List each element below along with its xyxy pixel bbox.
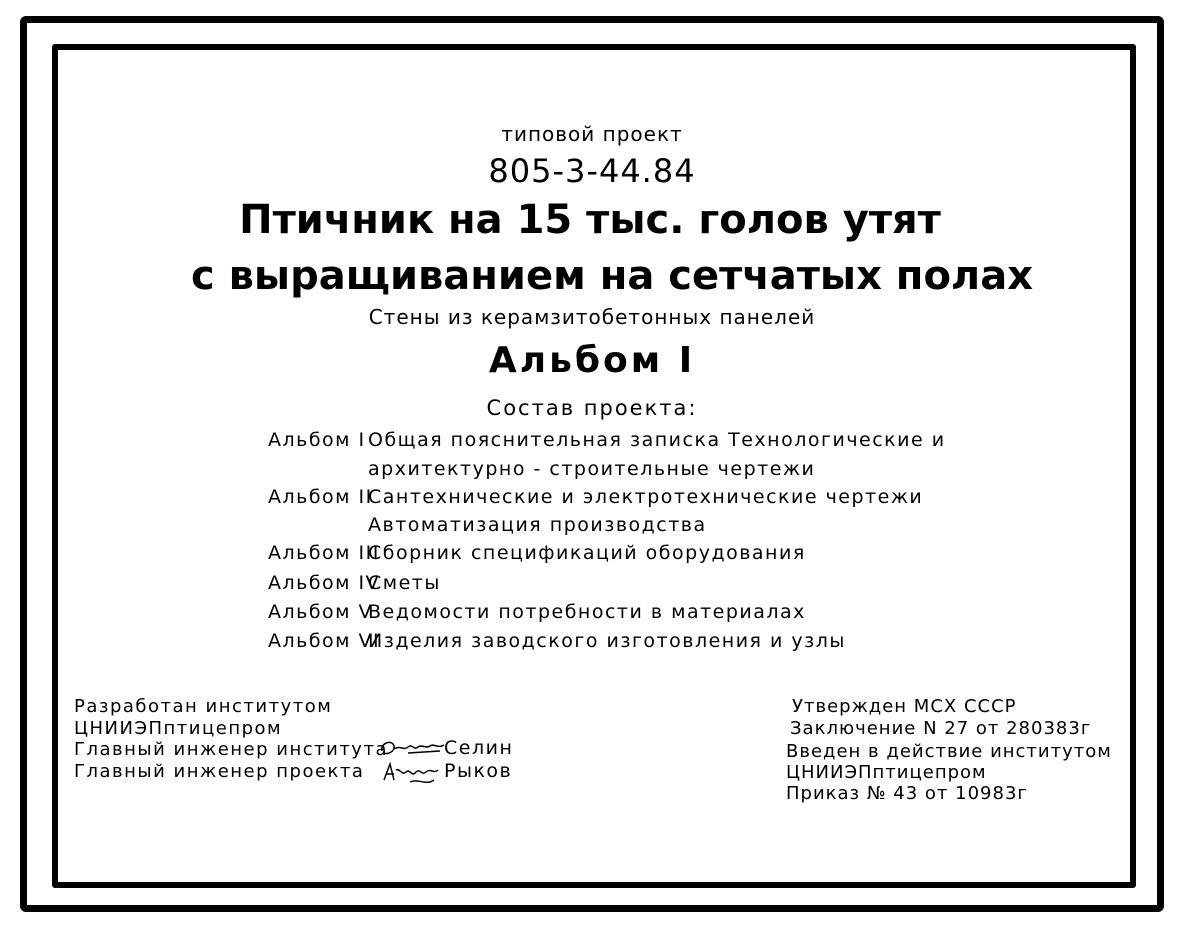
album-id: Альбом V <box>268 601 374 623</box>
chief-engineer-project-name: Рыков <box>444 760 513 782</box>
album-text: Ведомости потребности в материалах <box>368 601 806 623</box>
album-row <box>268 544 806 563</box>
composition-heading: Состав проекта: <box>486 396 698 420</box>
album-id: Альбом VI <box>268 630 381 652</box>
project-type-label: типовой проект <box>501 122 683 146</box>
title-line-1: Птичник на 15 тыс. голов утят <box>239 197 941 243</box>
album-row <box>268 431 946 450</box>
album-row <box>268 488 923 507</box>
developer-line-2: ЦНИИЭПптицепром <box>74 718 283 739</box>
chief-engineer-institute-name: Селин <box>444 737 514 759</box>
album-heading: Альбом I <box>488 340 696 381</box>
title-line-2: с выращиванием на сетчатых полах <box>190 253 1034 299</box>
project-code: 805-3-44.84 <box>488 152 696 190</box>
chief-engineer-project-label: Главный инженер проекта <box>74 761 365 782</box>
subtitle: Стены из керамзитобетонных панелей <box>368 305 816 329</box>
approval-line-4: ЦНИИЭПптицепром <box>786 762 987 783</box>
album-text: Сборник спецификаций оборудования <box>368 542 806 564</box>
approval-line-5: Приказ № 43 от 10983г <box>786 783 1028 804</box>
approval-line-1: Утвержден МСХ СССР <box>792 696 1017 717</box>
album-continuation: архитектурно - строительные чертежи <box>368 458 816 480</box>
album-id: Альбом II <box>268 486 373 508</box>
album-text: Общая пояснительная записка Технологические и <box>368 429 946 451</box>
album-row <box>268 603 806 622</box>
album-row <box>268 632 846 651</box>
album-row <box>268 574 441 593</box>
approval-line-3: Введен в действие институтом <box>786 741 1112 762</box>
chief-engineer-institute-label: Главный инженер института <box>74 739 388 760</box>
album-text: Сметы <box>368 572 441 594</box>
album-text: Сантехнические и электротехнические чертежи <box>368 486 924 508</box>
developer-line-1: Разработан институтом <box>74 696 333 717</box>
approval-line-2: Заключение N 27 от 280383г <box>790 718 1092 739</box>
album-text: Изделия заводского изготовления и узлы <box>368 630 846 652</box>
album-id: Альбом III <box>268 542 380 564</box>
album-continuation: Автоматизация производства <box>368 514 707 536</box>
signature-rykov <box>380 760 444 788</box>
album-id: Альбом I <box>268 429 366 451</box>
album-id: Альбом IV <box>268 572 381 594</box>
signature-selin <box>378 737 448 761</box>
